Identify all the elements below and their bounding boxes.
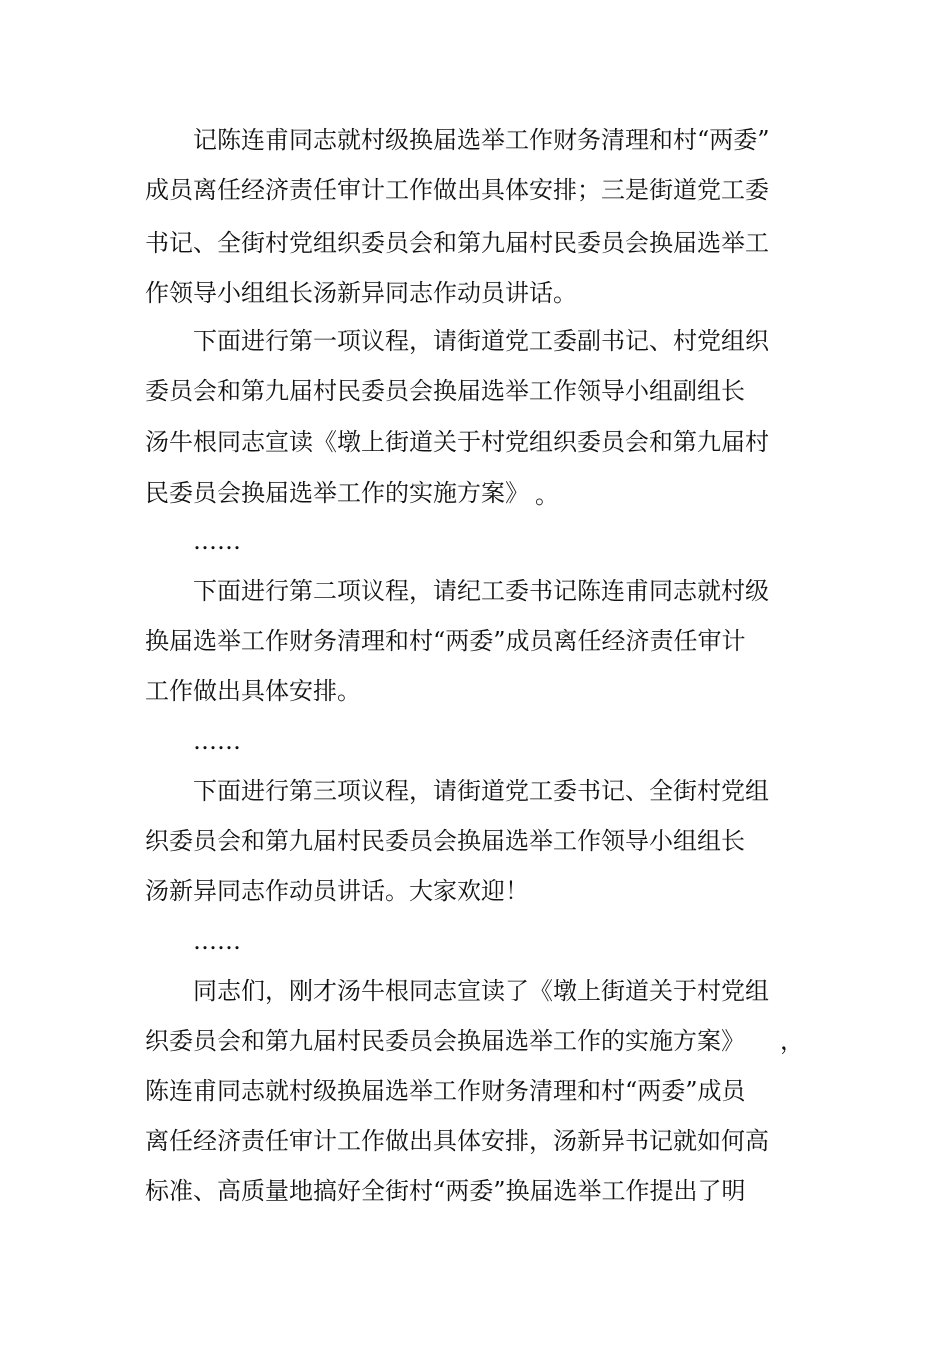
paragraph-line: 委员会和第九届村民委员会换届选举工作领导小组副组长: [145, 377, 745, 405]
paragraph-line: 织委员会和第九届村民委员会换届选举工作的实施方案》: [145, 1027, 745, 1055]
ellipsis: ……: [193, 527, 241, 555]
paragraph-line: 工作做出具体安排。: [145, 677, 361, 705]
paragraph-line: 汤新异同志作动员讲话。大家欢迎！: [145, 877, 529, 905]
paragraph-trailing-punctuation: 。: [535, 481, 559, 509]
ellipsis: ……: [193, 727, 241, 755]
paragraph-line: 同志们，刚才汤牛根同志宣读了《墩上街道关于村党组: [193, 977, 769, 1005]
ellipsis: ……: [193, 927, 241, 955]
paragraph-line: 离任经济责任审计工作做出具体安排，汤新异书记就如何高: [145, 1127, 769, 1155]
paragraph-line: 民委员会换届选举工作的实施方案》: [145, 479, 529, 507]
paragraph-line: 记陈连甫同志就村级换届选举工作财务清理和村“两委”: [193, 126, 770, 154]
paragraph-line: 成员离任经济责任审计工作做出具体安排；三是街道党工委: [145, 176, 769, 204]
paragraph-trailing-punctuation: ，: [780, 1027, 804, 1055]
paragraph-line: 下面进行第一项议程，请街道党工委副书记、村党组织: [193, 327, 769, 355]
paragraph-line: 书记、全街村党组织委员会和第九届村民委员会换届选举工: [145, 229, 769, 257]
paragraph-line: 汤牛根同志宣读《墩上街道关于村党组织委员会和第九届村: [145, 428, 769, 456]
paragraph-line: 陈连甫同志就村级换届选举工作财务清理和村“两委”成员: [145, 1077, 746, 1105]
paragraph-line: 下面进行第三项议程，请街道党工委书记、全街村党组: [193, 777, 769, 805]
paragraph-line: 作领导小组组长汤新异同志作动员讲话。: [145, 279, 577, 307]
paragraph-line: 织委员会和第九届村民委员会换届选举工作领导小组组长: [145, 827, 745, 855]
paragraph-line: 换届选举工作财务清理和村“两委”成员离任经济责任审计: [145, 627, 746, 655]
paragraph-line: 下面进行第二项议程，请纪工委书记陈连甫同志就村级: [193, 577, 769, 605]
paragraph-line: 标准、高质量地搞好全街村“两委”换届选举工作提出了明: [145, 1177, 746, 1205]
